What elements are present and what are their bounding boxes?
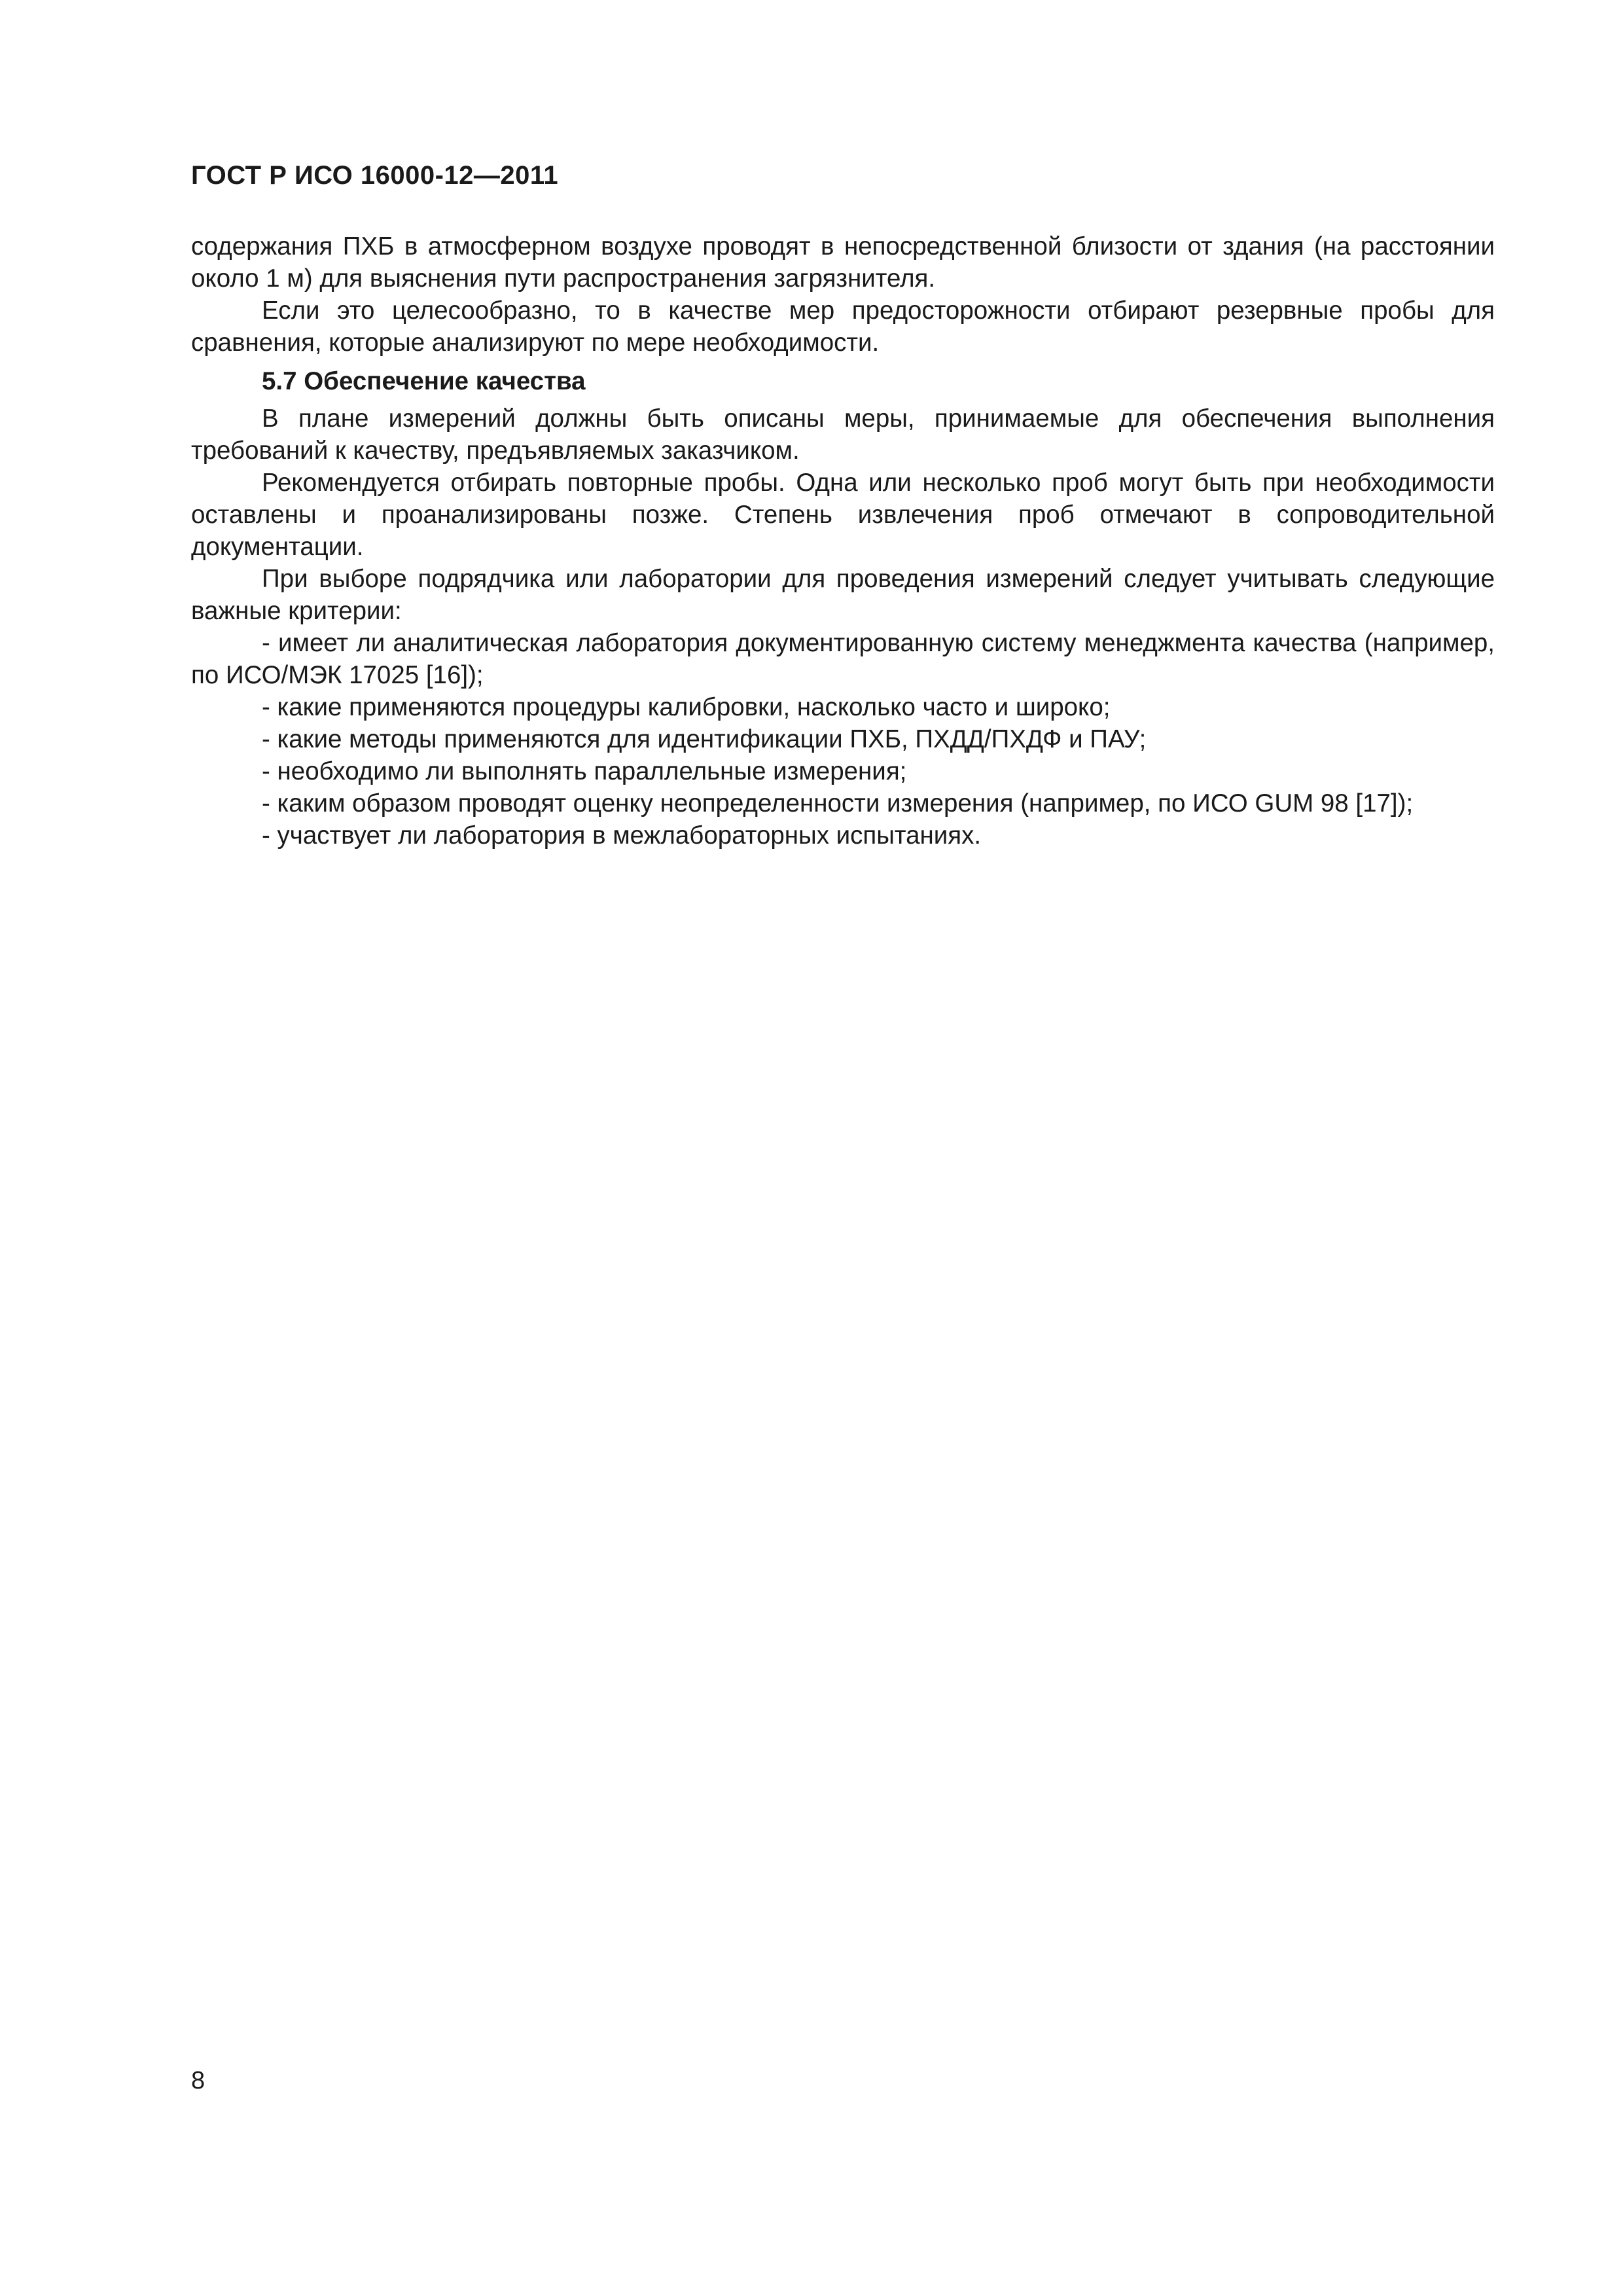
- list-item: - необходимо ли выполнять параллельные измерения;: [262, 757, 907, 785]
- paragraph-repeat-samples: Рекомендуется отбирать повторные пробы. Одна или несколько проб могут быть при необходимости оставлены и проанализированы позже. Степень извлечения проб отмечают в сопроводительной документации.: [191, 469, 1495, 561]
- section-heading: 5.7 Обеспечение качества: [262, 367, 586, 395]
- paragraph-continuation: содержания ПХБ в атмосферном воздухе проводят в непосредственной близости от здания (на расстоянии около 1 м) для выяснения пути распространения загрязнителя.: [191, 232, 1495, 293]
- paragraph-measurement-plan: В плане измерений должны быть описаны меры, принимаемые для обеспечения выполнения требований к качеству, предъявляемых заказчиком.: [191, 404, 1495, 465]
- paragraph-contractor-choice: При выборе подрядчика или лаборатории для проведения измерений следует учитывать следующие важные критерии:: [191, 565, 1495, 625]
- list-item: - участвует ли лаборатория в межлабораторных испытаниях.: [262, 821, 982, 850]
- page-number: 8: [191, 2067, 205, 2094]
- document-body: [191, 230, 1495, 852]
- document-header: ГОСТ Р ИСО 16000-12—2011: [191, 161, 559, 190]
- list-item: - какие методы применяются для идентификации ПХБ, ПХДД/ПХДФ и ПАУ;: [262, 725, 1147, 753]
- list-item: - имеет ли аналитическая лаборатория документированную систему менеджмента качества (например, по ИСО/МЭК 17025 [16]);: [191, 629, 1495, 689]
- paragraph-reserve-samples: Если это целесообразно, то в качестве мер предосторожности отбирают резервные пробы для сравнения, которые анализируют по мере необходимости.: [191, 296, 1495, 357]
- criteria-list: [191, 627, 1495, 852]
- list-item: - какие применяются процедуры калибровки, насколько часто и широко;: [262, 693, 1111, 721]
- list-item: - каким образом проводят оценку неопределенности измерения (например, по ИСО GUM 98 [17]);: [262, 789, 1414, 817]
